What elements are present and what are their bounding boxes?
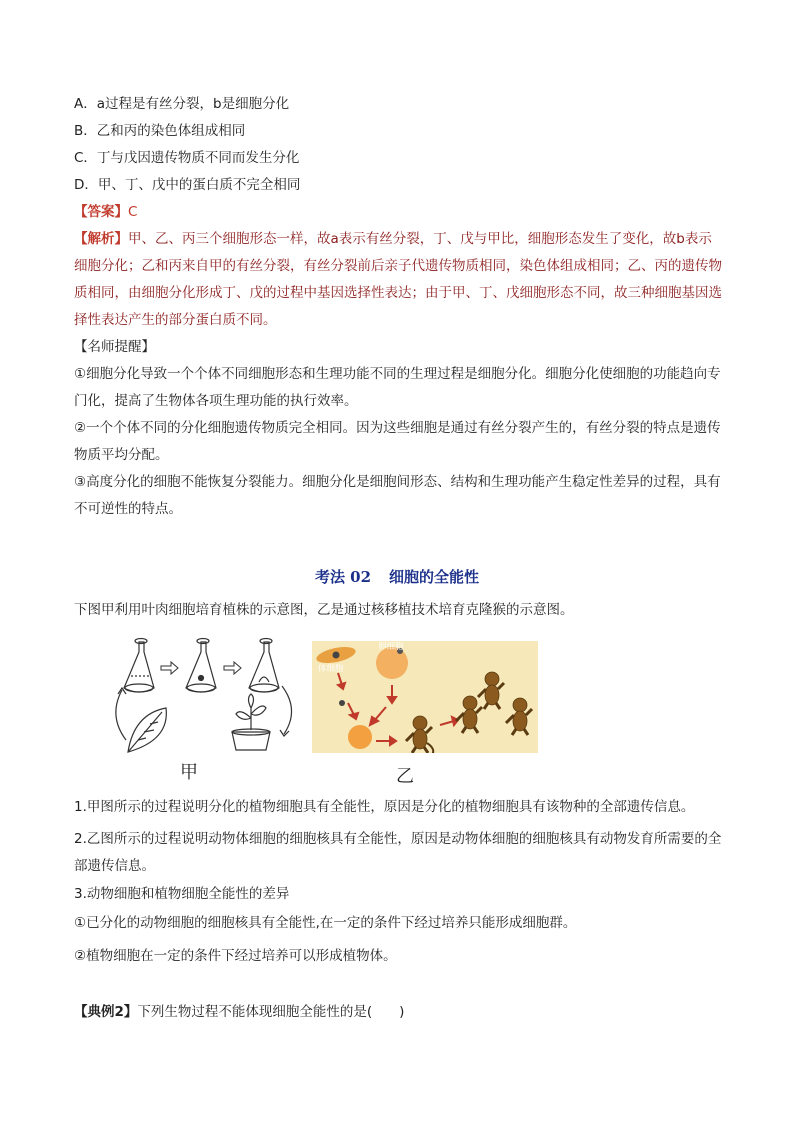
nucleus-dot (333, 652, 340, 659)
arrow-icon (161, 662, 178, 674)
point-3-heading: 3.动物细胞和植物细胞全能性的差异 (74, 886, 290, 902)
option-c: C．丁与戊因遗传物质不同而发生分化 (74, 150, 300, 166)
example-text: 下列生物过程不能体现细胞全能性的是( ) (137, 1004, 405, 1020)
option-b: B．乙和丙的染色体组成相同 (74, 123, 246, 139)
curved-arrow-icon (282, 686, 292, 734)
section-number: 考法 02 (314, 568, 372, 586)
flask-icon (186, 639, 216, 693)
nucleus-dot (339, 700, 345, 706)
answer-label: 【答案】 (74, 204, 128, 220)
analysis-text: 甲、乙、丙三个细胞形态一样，故a表示有丝分裂，丁、戊与甲比，细胞形态发生了变化，故b表示细胞分化；乙和丙来自甲的有丝分裂，有丝分裂前后亲子代遗传物质相同，染色体组成相同；乙、丙的遗传物质相同，由细胞分化形成丁、戊的过程中基因选择性表达；由于甲、丁、戊细胞形态不同，故三种细胞基因选择性表达产生的部分蛋白质不同。 (74, 231, 722, 328)
monkey-icon (478, 672, 504, 709)
example-label: 【典例2】 (74, 1004, 138, 1020)
monkey-icon (456, 696, 482, 733)
tip-item-3: ③高度分化的细胞不能恢复分裂能力。细胞分化是细胞间形态、结构和生理功能产生稳定性差异的过程，具有不可逆性的特点。 (74, 474, 721, 517)
tip-item-2: ②一个个体不同的分化细胞遗传物质完全相同。因为这些细胞是通过有丝分裂产生的，有丝分裂的特点是遗传物质平均分配。 (74, 420, 721, 463)
arrow-icon (224, 662, 241, 674)
tip-item-1: ①细胞分化导致一个个体不同细胞形态和生理功能不同的生理过程是细胞分化。细胞分化使细胞的功能趋向专门化，提高了生物体各项生理功能的执行效率。 (74, 366, 721, 409)
section-name: 细胞的全能性 (389, 568, 480, 586)
analysis-paragraph (74, 226, 724, 334)
section-title (0, 566, 794, 587)
intro-text: 下图甲利用叶肉细胞培育植株的示意图，乙是通过核移植技术培育克隆猴的示意图。 (74, 602, 574, 618)
figure-a-plant-culture (104, 636, 304, 758)
flask-icon (249, 639, 279, 693)
analysis-label: 【解析】 (74, 231, 128, 247)
point-1: 1.甲图所示的过程说明分化的植物细胞具有全能性，原因是分化的植物细胞具有该物种的全部遗传信息。 (74, 799, 695, 815)
curved-arrow-icon (116, 690, 126, 740)
potted-plant-icon (232, 694, 270, 750)
point-3-b: ②植物细胞在一定的条件下经过培养可以形成植物体。 (74, 948, 397, 964)
leaf-icon (128, 708, 166, 752)
flask-icon (124, 639, 154, 693)
monkey-icon (406, 716, 433, 753)
option-d: D．甲、丁、戊中的蛋白质不完全相同 (74, 177, 301, 193)
figure-a-label: 甲 (180, 762, 198, 783)
answer-line (74, 203, 137, 221)
point-2: 2.乙图所示的过程说明动物体细胞的细胞核具有全能性，原因是动物体细胞的细胞核具有动物发育所需要的全部遗传信息。 (74, 831, 722, 874)
point-3-a: ①已分化的动物细胞的细胞核具有全能性,在一定的条件下经过培养只能形成细胞群。 (74, 915, 577, 931)
example-line (74, 1003, 404, 1021)
figure-b-label: 乙 (396, 766, 414, 787)
tip-title: 【名师提醒】 (74, 339, 155, 355)
arrow-icon (440, 721, 454, 725)
answer-value: C (128, 204, 138, 220)
option-a: A．a过程是有丝分裂，b是细胞分化 (74, 96, 290, 112)
reconstructed-egg-shape (348, 725, 372, 749)
egg-cell-label: 卵细胞 (378, 642, 404, 652)
figure-b-cloning (312, 641, 538, 753)
monkey-icon (506, 698, 532, 735)
somatic-cell-label: 体细胞 (318, 664, 344, 674)
